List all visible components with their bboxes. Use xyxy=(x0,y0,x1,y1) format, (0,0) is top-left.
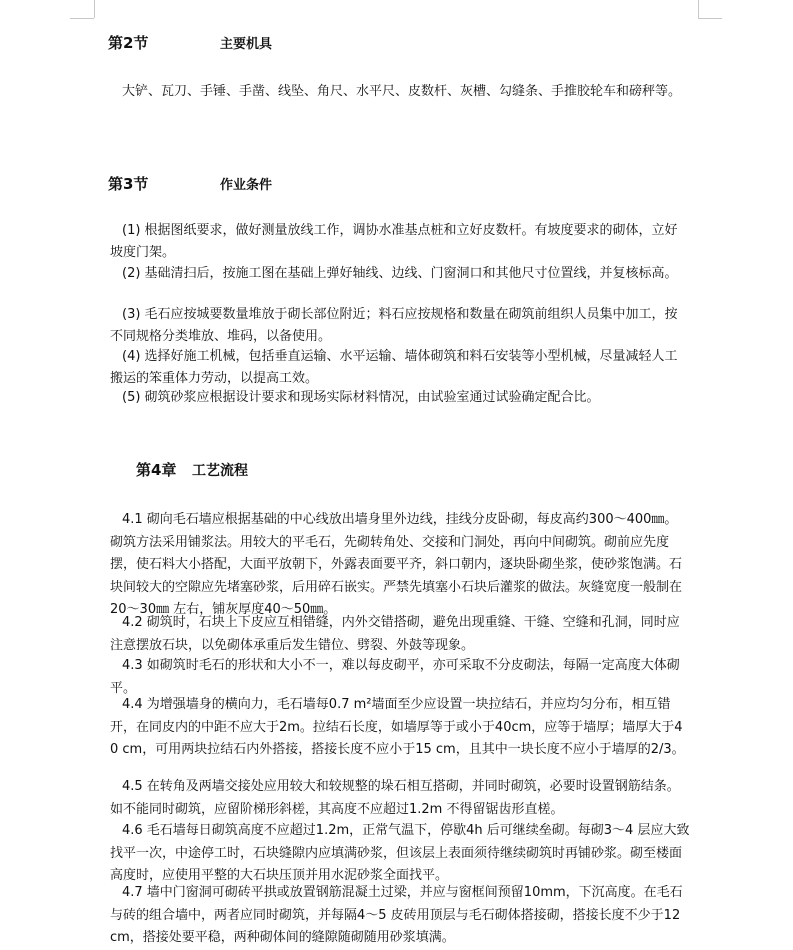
process-paragraph-4-7: 4.7 墙中门窗洞可砌砖平拱或放置钢筋混凝土过梁，并应与窗框间预留10mm，下沉高度。在毛石与砖的组合墙中，两者应同时砌筑，并每隔4～5 皮砖用顶层与毛石砌体搭接砌，搭接长度不少于12 cm，搭接处要平稳，两种砌体间的缝隙随砌随用砂浆填满。 xyxy=(110,885,683,945)
section-2-paragraph: 大铲、瓦刀、手锤、手凿、线坠、角尺、水平尺、皮数杆、灰槽、勾缝条、手推胶轮车和磅秤等。 xyxy=(122,84,682,99)
condition-item-1: (1) 根据图纸要求，做好测量放线工作，调协水准基点桩和立好皮数杆。有坡度要求的砌体，立好坡度门架。 xyxy=(110,223,678,260)
process-paragraph-4-2: 4.2 砌筑时，石块上下皮应互相错缝，内外交错搭砌，避免出现重缝、干缝、空缝和孔洞，同时应注意摆放石块，以免砌体承重后发生错位、劈裂、外鼓等现象。 xyxy=(110,615,680,653)
chapter-title: 工艺流程 xyxy=(192,463,248,479)
process-paragraph-4-5: 4.5 在转角及两墙交接处应用较大和较规整的垛石相互搭砌，并同时砌筑，必要时设置钢筋结条。如不能同时砌筑，应留阶梯形斜槎，其高度不应超过1.2m 不得留锯齿形直槎。 xyxy=(110,779,680,817)
condition-item-5: (5) 砌筑砂浆应根据设计要求和现场实际材料情况，由试验室通过试验确定配合比。 xyxy=(122,390,600,405)
process-paragraph-4-4: 4.4 为增强墙身的横向力，毛石墙每0.7 m²墙面至少应设置一块拉结石，并应均匀分布，相互错开，在同皮内的中距不应大于2m。拉结石长度，如墙厚等于或小于40cm，应等于墙厚；墙厚大于40 cm，可用两块拉结石内外搭接，搭接长度不应小于15 cm，且其中一块长度不应小于墙厚的2/3。 xyxy=(110,697,685,757)
process-paragraph-4-1: 4.1 砌向毛石墙应根据基础的中心线放出墙身里外边线，挂线分皮卧砌，每皮高约300～400㎜。砌筑方法采用铺浆法。用较大的平毛石，先砌转角处、交接和门洞处，再向中间砌筑。砌前应先度摆，使石料大小搭配，大面平放朝下，外露表面要平齐，斜口朝内，逐块卧砌坐浆，使砂浆饱满。石块间较大的空隙应先堵塞砂浆，后用碎石嵌实。严禁先填塞小石块后灌浆的做法。灰缝宽度一般制在20～30㎜ 左右，铺灰厚度40～50㎜。 xyxy=(110,512,683,617)
section-3-heading xyxy=(108,173,272,194)
process-paragraph-4-3: 4.3 如砌筑时毛石的形状和大小不一，难以每皮砌平，亦可采取不分皮砌法，每隔一定高度大体砌平。 xyxy=(110,658,680,696)
section-title: 作业条件 xyxy=(220,178,273,193)
section-number: 第3节 xyxy=(108,175,149,193)
condition-item-2: (2) 基础清扫后，按施工图在基础上弹好轴线、边线、门窗洞口和其他尺寸位置线，并复核标高。 xyxy=(122,266,678,281)
chapter-number: 第4章 xyxy=(136,461,177,479)
chapter-4-heading xyxy=(136,459,248,480)
section-number: 第2节 xyxy=(108,34,149,52)
condition-item-4: (4) 选择好施工机械，包括垂直运输、水平运输、墙体砌筑和料石安装等小型机械，尽量减轻人工搬运的笨重体力劳动，以提高工效。 xyxy=(110,349,678,386)
condition-item-3: (3) 毛石应按城要数量堆放于砌长部位附近；料石应按规格和数量在砌筑前组织人员集中加工，按不同规格分类堆放、堆码，以备使用。 xyxy=(110,307,678,344)
section-2-heading xyxy=(108,32,272,53)
section-title: 主要机具 xyxy=(220,37,273,52)
process-paragraph-4-6: 4.6 毛石墙每日砌筑高度不应超过1.2m，正常气温下，停歇4h 后可继续垒砌。每砌3～4 层应大致找平一次，中途停工时，石块缝隙内应填满砂浆，但该层上表面须待继续砌筑时再铺砂浆。砌至楼面高度时，应使用平整的大石块压顶并用水泥砂浆全面找平。 xyxy=(110,823,690,883)
